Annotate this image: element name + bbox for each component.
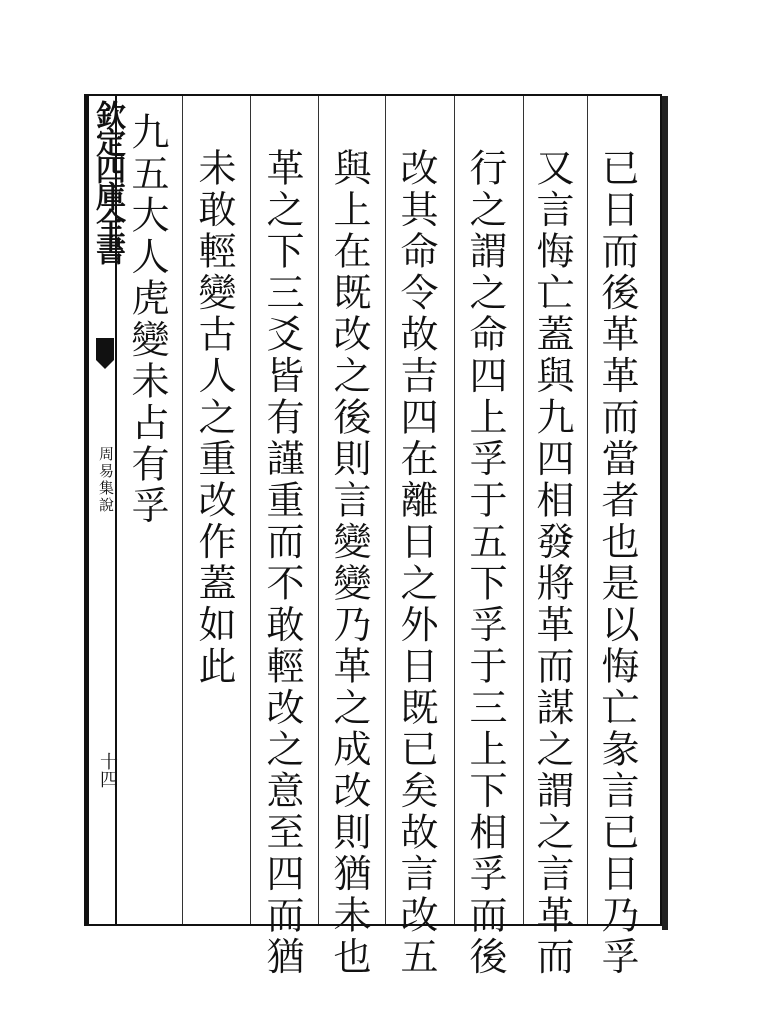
text-column-8: 九五大人虎變未占有孚 [125, 112, 169, 527]
column-divider [385, 96, 386, 924]
text-column-2: 又言悔亡蓋與九四相發將革而謀之謂之言革而 [530, 148, 574, 978]
page-frame [84, 94, 662, 926]
fish-tail-mark [96, 360, 114, 369]
column-divider [250, 96, 251, 924]
margin-series-title: 欽定四庫全書 [90, 100, 125, 262]
text-column-4: 改其命令故吉四在離日之外日既已矣故言改五 [394, 148, 438, 978]
text-column-5: 與上在既改之後則言變變乃革之成改則猶未也 [327, 148, 371, 978]
text-column-6: 革之下三爻皆有謹重而不敢輕改之意至四而猶 [260, 148, 304, 978]
column-divider [318, 96, 319, 924]
fish-tail-block [96, 338, 114, 360]
page-frame-shadow [662, 96, 668, 930]
text-column-7: 未敢輕變古人之重改作蓋如此 [192, 148, 236, 688]
column-divider [182, 96, 183, 924]
text-column-3: 行之謂之命四上孚于五下孚于三上下相孚而後 [463, 148, 507, 978]
column-divider [523, 96, 524, 924]
column-divider [587, 96, 588, 924]
text-column-1: 已日而後革革而當者也是以悔亡彖言已日乃孚 [595, 148, 639, 978]
margin-page-number: 十四 [97, 752, 118, 788]
margin-book-title: 周易集說 [97, 446, 115, 514]
column-divider [454, 96, 455, 924]
